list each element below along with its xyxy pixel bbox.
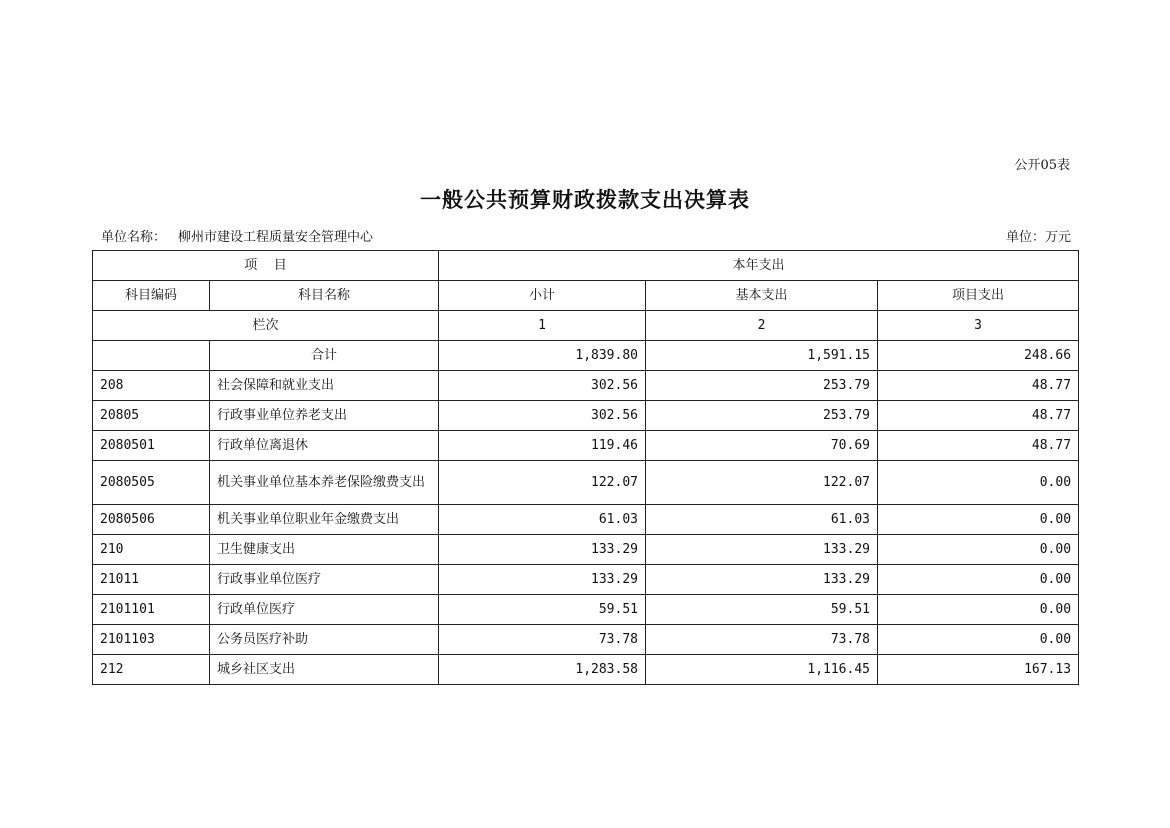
col-header-project: 项目支出 bbox=[878, 281, 1079, 311]
row-name: 行政事业单位医疗 bbox=[210, 565, 439, 595]
total-code bbox=[93, 341, 210, 371]
row-subtotal: 133.29 bbox=[439, 565, 646, 595]
table-row bbox=[93, 371, 1079, 401]
row-basic: 61.03 bbox=[646, 505, 878, 535]
row-subtotal: 59.51 bbox=[439, 595, 646, 625]
row-code: 208 bbox=[93, 371, 210, 401]
row-project: 0.00 bbox=[878, 535, 1079, 565]
table-row bbox=[93, 565, 1079, 595]
total-subtotal: 1,839.80 bbox=[439, 341, 646, 371]
expenditure-table bbox=[92, 250, 1079, 685]
row-code: 2101101 bbox=[93, 595, 210, 625]
row-basic: 253.79 bbox=[646, 401, 878, 431]
row-name: 行政事业单位养老支出 bbox=[210, 401, 439, 431]
row-basic: 73.78 bbox=[646, 625, 878, 655]
row-project: 0.00 bbox=[878, 505, 1079, 535]
row-name: 公务员医疗补助 bbox=[210, 625, 439, 655]
row-project: 48.77 bbox=[878, 431, 1079, 461]
row-basic: 122.07 bbox=[646, 461, 878, 505]
index-3: 3 bbox=[878, 311, 1079, 341]
row-name: 机关事业单位基本养老保险缴费支出 bbox=[210, 461, 439, 505]
row-basic: 133.29 bbox=[646, 565, 878, 595]
row-project: 0.00 bbox=[878, 595, 1079, 625]
col-header-code: 科目编码 bbox=[93, 281, 210, 311]
total-row bbox=[93, 341, 1079, 371]
row-subtotal: 61.03 bbox=[439, 505, 646, 535]
row-project: 48.77 bbox=[878, 401, 1079, 431]
row-name: 行政单位医疗 bbox=[210, 595, 439, 625]
total-basic: 1,591.15 bbox=[646, 341, 878, 371]
row-name: 城乡社区支出 bbox=[210, 655, 439, 685]
row-project: 167.13 bbox=[878, 655, 1079, 685]
row-basic: 1,116.45 bbox=[646, 655, 878, 685]
row-subtotal: 133.29 bbox=[439, 535, 646, 565]
row-name: 卫生健康支出 bbox=[210, 535, 439, 565]
row-code: 2080506 bbox=[93, 505, 210, 535]
row-code: 210 bbox=[93, 535, 210, 565]
table-row bbox=[93, 655, 1079, 685]
header-row-1 bbox=[93, 251, 1079, 281]
unit-name-value: 柳州市建设工程质量安全管理中心 bbox=[178, 230, 374, 245]
col-header-name: 科目名称 bbox=[210, 281, 439, 311]
row-basic: 70.69 bbox=[646, 431, 878, 461]
table-row bbox=[93, 535, 1079, 565]
table-row bbox=[93, 595, 1079, 625]
total-label: 合计 bbox=[210, 341, 439, 371]
table-row bbox=[93, 401, 1079, 431]
index-label: 栏次 bbox=[93, 311, 439, 341]
row-basic: 253.79 bbox=[646, 371, 878, 401]
row-subtotal: 73.78 bbox=[439, 625, 646, 655]
index-1: 1 bbox=[439, 311, 646, 341]
total-project: 248.66 bbox=[878, 341, 1079, 371]
row-project: 0.00 bbox=[878, 461, 1079, 505]
row-code: 21011 bbox=[93, 565, 210, 595]
row-basic: 133.29 bbox=[646, 535, 878, 565]
table-row bbox=[93, 505, 1079, 535]
header-current-year: 本年支出 bbox=[439, 251, 1079, 281]
row-basic: 59.51 bbox=[646, 595, 878, 625]
row-code: 212 bbox=[93, 655, 210, 685]
header-item: 项 目 bbox=[93, 251, 439, 281]
row-name: 机关事业单位职业年金缴费支出 bbox=[210, 505, 439, 535]
table-row bbox=[93, 461, 1079, 505]
page-title: 一般公共预算财政拨款支出决算表 bbox=[420, 187, 750, 212]
row-subtotal: 119.46 bbox=[439, 431, 646, 461]
row-code: 20805 bbox=[93, 401, 210, 431]
row-project: 48.77 bbox=[878, 371, 1079, 401]
index-2: 2 bbox=[646, 311, 878, 341]
row-project: 0.00 bbox=[878, 565, 1079, 595]
unit-name-block bbox=[101, 226, 373, 245]
row-name: 行政单位离退休 bbox=[210, 431, 439, 461]
form-number: 公开05表 bbox=[1014, 158, 1070, 173]
row-subtotal: 302.56 bbox=[439, 401, 646, 431]
unit-name-label: 单位名称： bbox=[101, 230, 167, 245]
table-row bbox=[93, 625, 1079, 655]
row-code: 2080505 bbox=[93, 461, 210, 505]
meta-row bbox=[101, 226, 1071, 246]
table-row bbox=[93, 431, 1079, 461]
col-header-basic: 基本支出 bbox=[646, 281, 878, 311]
header-row-2 bbox=[93, 281, 1079, 311]
row-project: 0.00 bbox=[878, 625, 1079, 655]
row-code: 2101103 bbox=[93, 625, 210, 655]
index-row bbox=[93, 311, 1079, 341]
row-name: 社会保障和就业支出 bbox=[210, 371, 439, 401]
row-subtotal: 122.07 bbox=[439, 461, 646, 505]
currency-unit: 单位：万元 bbox=[1005, 230, 1071, 245]
col-header-subtotal: 小计 bbox=[439, 281, 646, 311]
row-subtotal: 1,283.58 bbox=[439, 655, 646, 685]
row-subtotal: 302.56 bbox=[439, 371, 646, 401]
row-code: 2080501 bbox=[93, 431, 210, 461]
